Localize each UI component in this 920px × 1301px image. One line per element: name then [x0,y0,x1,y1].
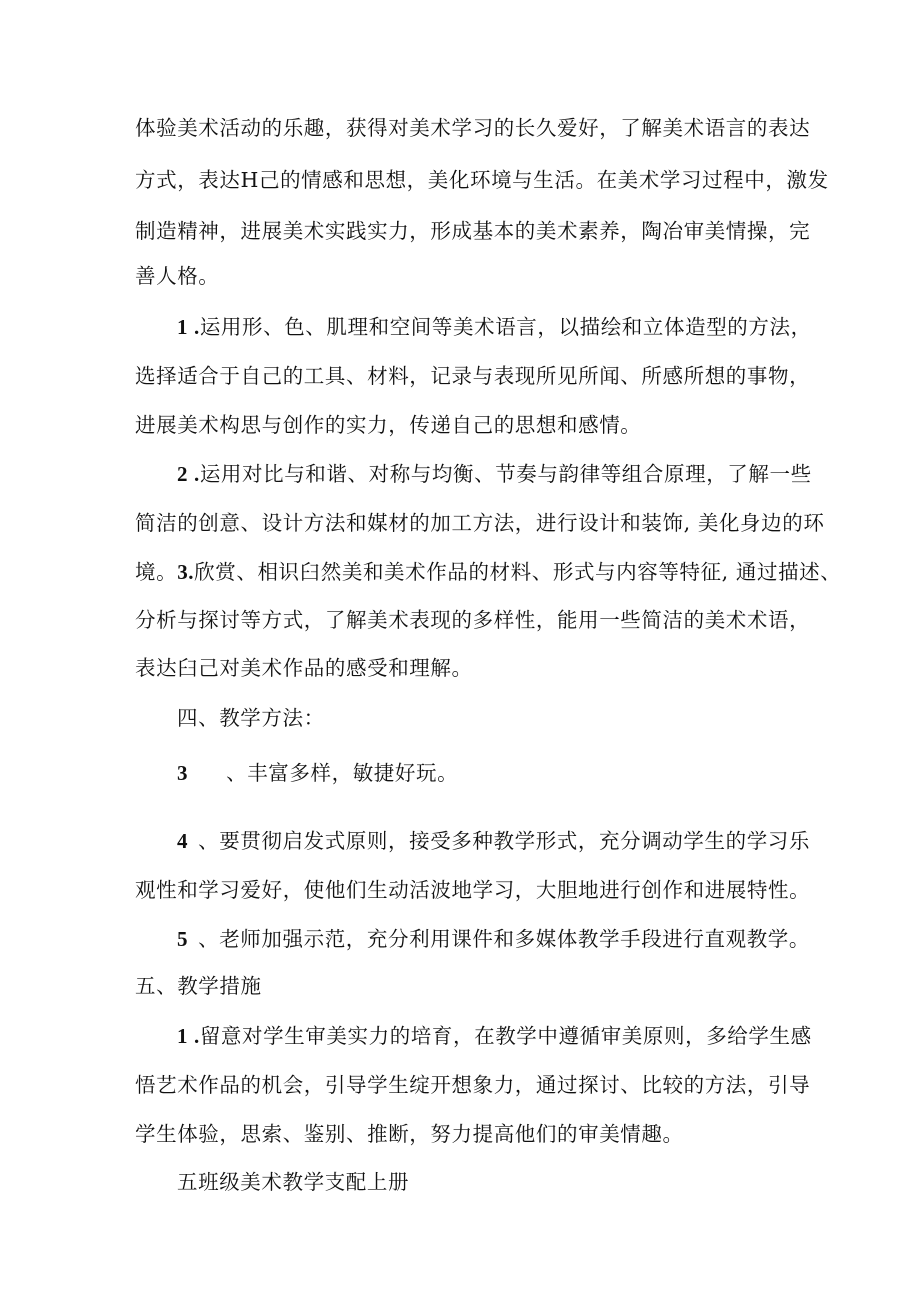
list-number: 5 [177,927,189,951]
list-text: 、要贯彻启发式原则，接受多种教学形式，充分调动学生的学习乐 [198,829,811,853]
paragraph-line: 简洁的创意、设计方法和媒材的加工方法，进行设计和装饰, 美化身边的环 [135,511,825,535]
paragraph-line: 分析与探讨等方式，了解美术表现的多样性，能用一些简洁的美术术语， [135,608,811,632]
list-number: 1 . [177,315,200,339]
list-text: 、丰富多样，敏捷好玩。 [226,761,459,785]
paragraph-line: 善人格。 [135,264,220,288]
section-title: 五班级美术教学支配上册 [177,1170,410,1194]
list-item-3 [177,759,458,787]
paragraph-line: 表达臼己对美术作品的感受和理解。 [135,656,473,680]
list-item-1 [177,313,812,341]
list-item-1-measures [177,1022,812,1050]
paragraph-line: 制造精神，进展美术实践实力，形成基本的美术素养，陶冶审美情操，完 [135,219,811,243]
list-text: 运用形、色、肌理和空间等美术语言，以描绘和立体造型的方法， [199,315,812,339]
paragraph-line: 进展美术构思与创作的实力，传递自己的思想和感情。 [135,413,642,437]
list-text: 运用对比与和谐、对称与均衡、节奏与韵律等组合原理，了解一些 [199,462,812,486]
list-number: 3. [177,560,195,584]
list-text: 留意对学生审美实力的培育，在教学中遵循审美原则，多给学生感 [199,1024,812,1048]
list-number: 3 [177,761,189,785]
list-number: 4 [177,829,189,853]
paragraph-line: 观性和学习爱好，使他们生动活波地学习，大胆地进行创作和进展特性。 [135,878,811,902]
list-item-5 [177,925,810,953]
paragraph-line: 悟艺术作品的机会，引导学生绽开想象力，通过探讨、比较的方法，引导 [135,1073,811,1097]
paragraph-line: 学生体验，思索、鉴别、推断，努力提高他们的审美情趣。 [135,1122,684,1146]
paragraph-line: 方式，表达H己的情感和思想，美化环境与生活。在美术学习过程中，激发 [135,168,829,192]
list-item-4 [177,827,810,855]
section-heading-methods: 四、教学方法： [177,706,325,730]
paragraph-line: 选择适合于自己的工具、材料，记录与表现所见所闻、所感所想的事物， [135,364,811,388]
line-text: 欣赏、相识臼然美和美术作品的材料、形式与内容等特征, 通过描述、 [194,560,842,584]
paragraph-line: 体验美术活动的乐趣，获得对美术学习的长久爱好，了解美术语言的表达 [135,116,811,140]
section-heading-measures: 五、教学措施 [135,974,262,998]
list-number: 2 . [177,462,200,486]
line-text: 境。 [135,560,178,584]
list-number: 1 . [177,1024,200,1048]
list-item-2 [177,460,812,488]
paragraph-line [135,558,841,586]
list-text: 、老师加强示范，充分利用课件和多媒体教学手段进行直观教学。 [198,927,811,951]
